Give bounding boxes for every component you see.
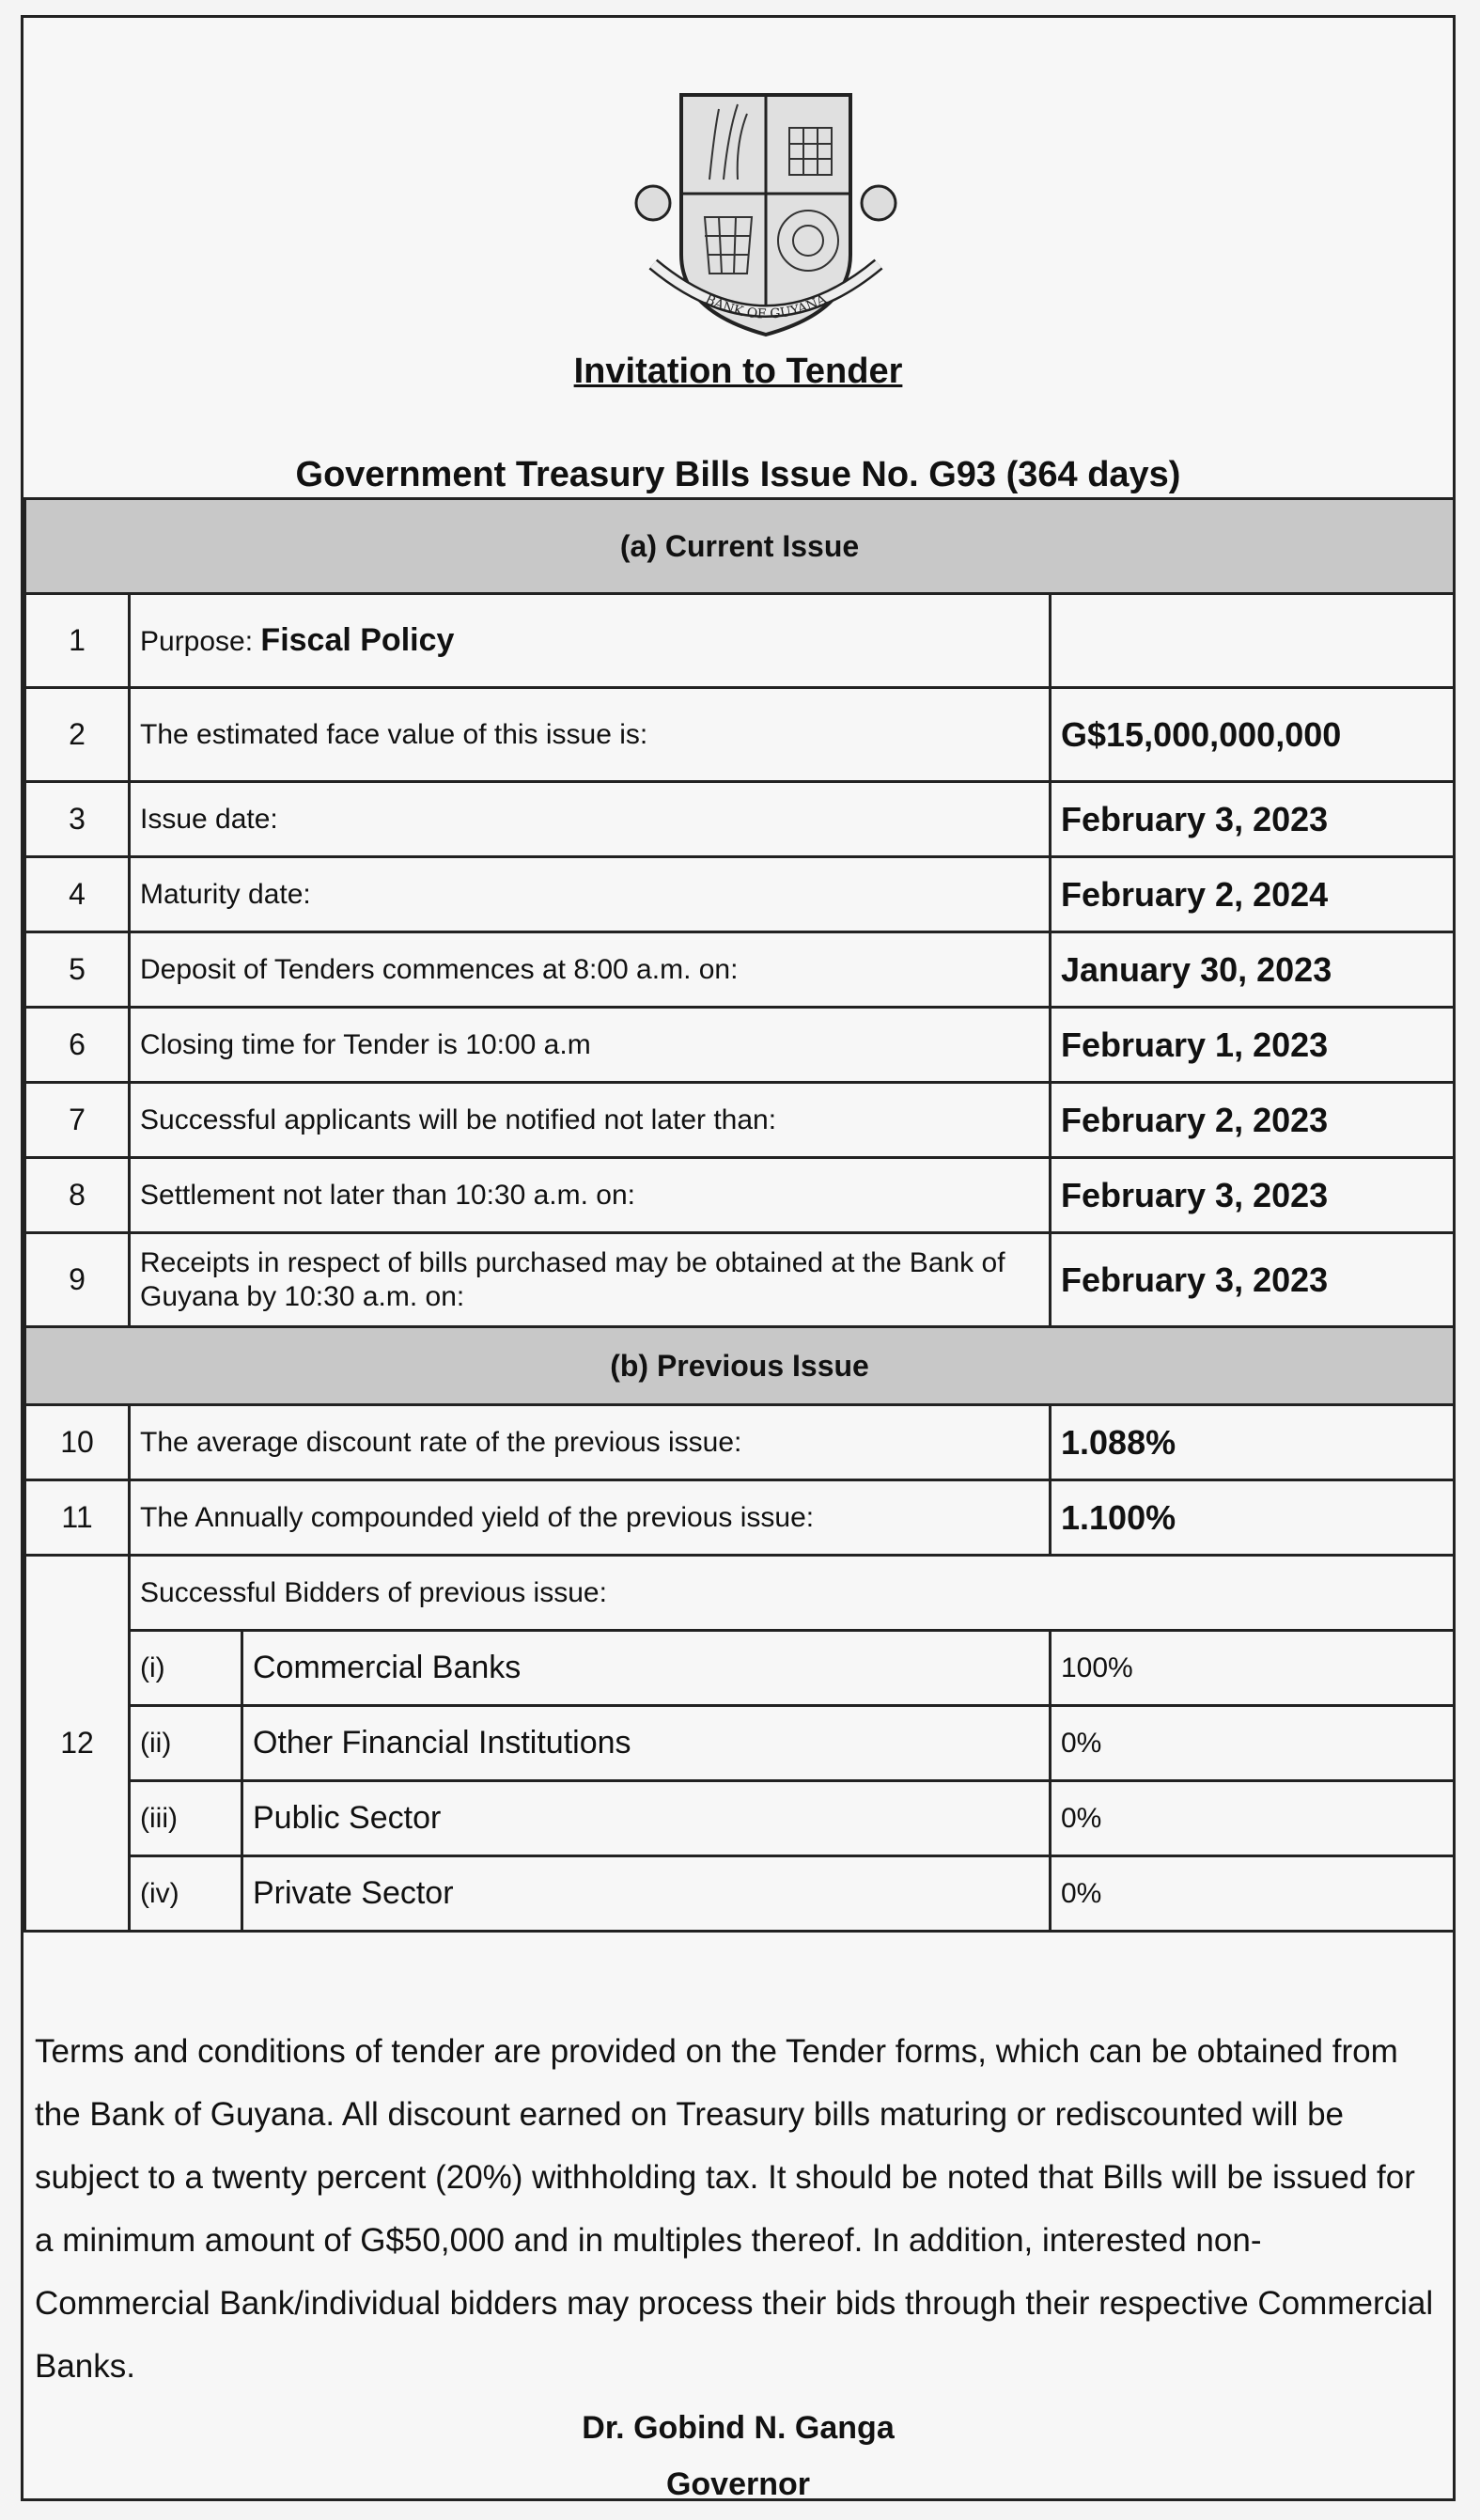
table-row [25,932,1455,1008]
row-value: February 2, 2023 [1051,1083,1455,1158]
row-value: February 1, 2023 [1051,1008,1455,1083]
row-label: Maturity date: [130,857,1051,932]
table-row [25,1480,1455,1556]
row-number: 8 [25,1158,130,1233]
table-row [25,1083,1455,1158]
signatory-title: Governor [665,2466,811,2502]
row-label: The average discount rate of the previous issue: [130,1405,1051,1480]
row-number: 7 [25,1083,130,1158]
table-row [25,1008,1455,1083]
purpose-value: Fiscal Policy [260,622,455,658]
bidder-name: Other Financial Institutions [242,1706,1051,1781]
bidder-name: Private Sector [242,1856,1051,1932]
row-label [130,594,1051,688]
row-value: 1.100% [1051,1480,1455,1556]
bidder-index: (iv) [130,1856,242,1932]
section-header-current [25,499,1455,594]
bank-crest-logo [625,76,907,358]
bidder-row [25,1781,1455,1856]
row-value: February 3, 2023 [1051,782,1455,857]
row-label: Receipts in respect of bills purchased may be obtained at the Bank of Guyana by 10:30 a.m. on: [130,1233,1051,1327]
row-value: 1.088% [1051,1405,1455,1480]
table-row [25,1405,1455,1480]
bidder-index: (iii) [130,1781,242,1856]
table-row [25,1158,1455,1233]
issue-subtitle: Government Treasury Bills Issue No. G93 (364 days) [295,455,1181,494]
section-header-previous [25,1327,1455,1405]
tender-table [23,497,1456,1933]
row-value [1051,594,1455,688]
bidders-label: Successful Bidders of previous issue: [130,1556,1455,1631]
row-number: 1 [25,594,130,688]
page-title: Invitation to Tender [573,352,903,391]
row-label: Deposit of Tenders commences at 8:00 a.m. on: [130,932,1051,1008]
bidder-row [25,1856,1455,1932]
row-number: 9 [25,1233,130,1327]
row-number: 2 [25,688,130,782]
bidder-percent: 100% [1051,1631,1455,1706]
row-value: January 30, 2023 [1051,932,1455,1008]
bidder-name: Commercial Banks [242,1631,1051,1706]
row-label: Settlement not later than 10:30 a.m. on: [130,1158,1051,1233]
row-value: February 2, 2024 [1051,857,1455,932]
row-number: 12 [25,1556,130,1932]
row-label: Closing time for Tender is 10:00 a.m [130,1008,1051,1083]
row-label: Issue date: [130,782,1051,857]
bidders-header-row [25,1556,1455,1631]
row-number: 5 [25,932,130,1008]
row-number: 4 [25,857,130,932]
row-label: Successful applicants will be notified not later than: [130,1083,1051,1158]
terms-paragraph: Terms and conditions of tender are provided on the Tender forms, which can be obtained from the Bank of Guyana. All discount earned on Treasury bills maturing or rediscounted will be subject to a twenty percent (20%) withholding tax. It should be noted that Bills will be issued for a minimum amount of G$50,000 and in multiples thereof. In addition, interested non-Commercial Bank/individual bidders may process their bids through their respective Commercial Banks. [35,2033,1434,2385]
row-value: February 3, 2023 [1051,1158,1455,1233]
tender-notice [21,15,1456,2501]
table-row [25,857,1455,932]
row-number: 3 [25,782,130,857]
table-row [25,688,1455,782]
bidder-percent: 0% [1051,1781,1455,1856]
purpose-label: Purpose: [140,626,261,657]
bidder-index: (i) [130,1631,242,1706]
row-value: G$15,000,000,000 [1051,688,1455,782]
bidder-row [25,1631,1455,1706]
section-heading: (a) Current Issue [25,499,1455,594]
bidder-name: Public Sector [242,1781,1051,1856]
bidder-index: (ii) [130,1706,242,1781]
row-value: February 3, 2023 [1051,1233,1455,1327]
section-heading: (b) Previous Issue [25,1327,1455,1405]
row-label: The estimated face value of this issue is: [130,688,1051,782]
bidder-percent: 0% [1051,1856,1455,1932]
bidder-percent: 0% [1051,1706,1455,1781]
row-number: 11 [25,1480,130,1556]
crest-text: BANK OF GUYANA [702,291,830,322]
table-row [25,782,1455,857]
row-number: 10 [25,1405,130,1480]
row-label: The Annually compounded yield of the previous issue: [130,1480,1051,1556]
table-row [25,594,1455,688]
row-number: 6 [25,1008,130,1083]
bidder-row [25,1706,1455,1781]
signatory-name: Dr. Gobind N. Ganga [582,2410,895,2446]
table-row [25,1233,1455,1327]
